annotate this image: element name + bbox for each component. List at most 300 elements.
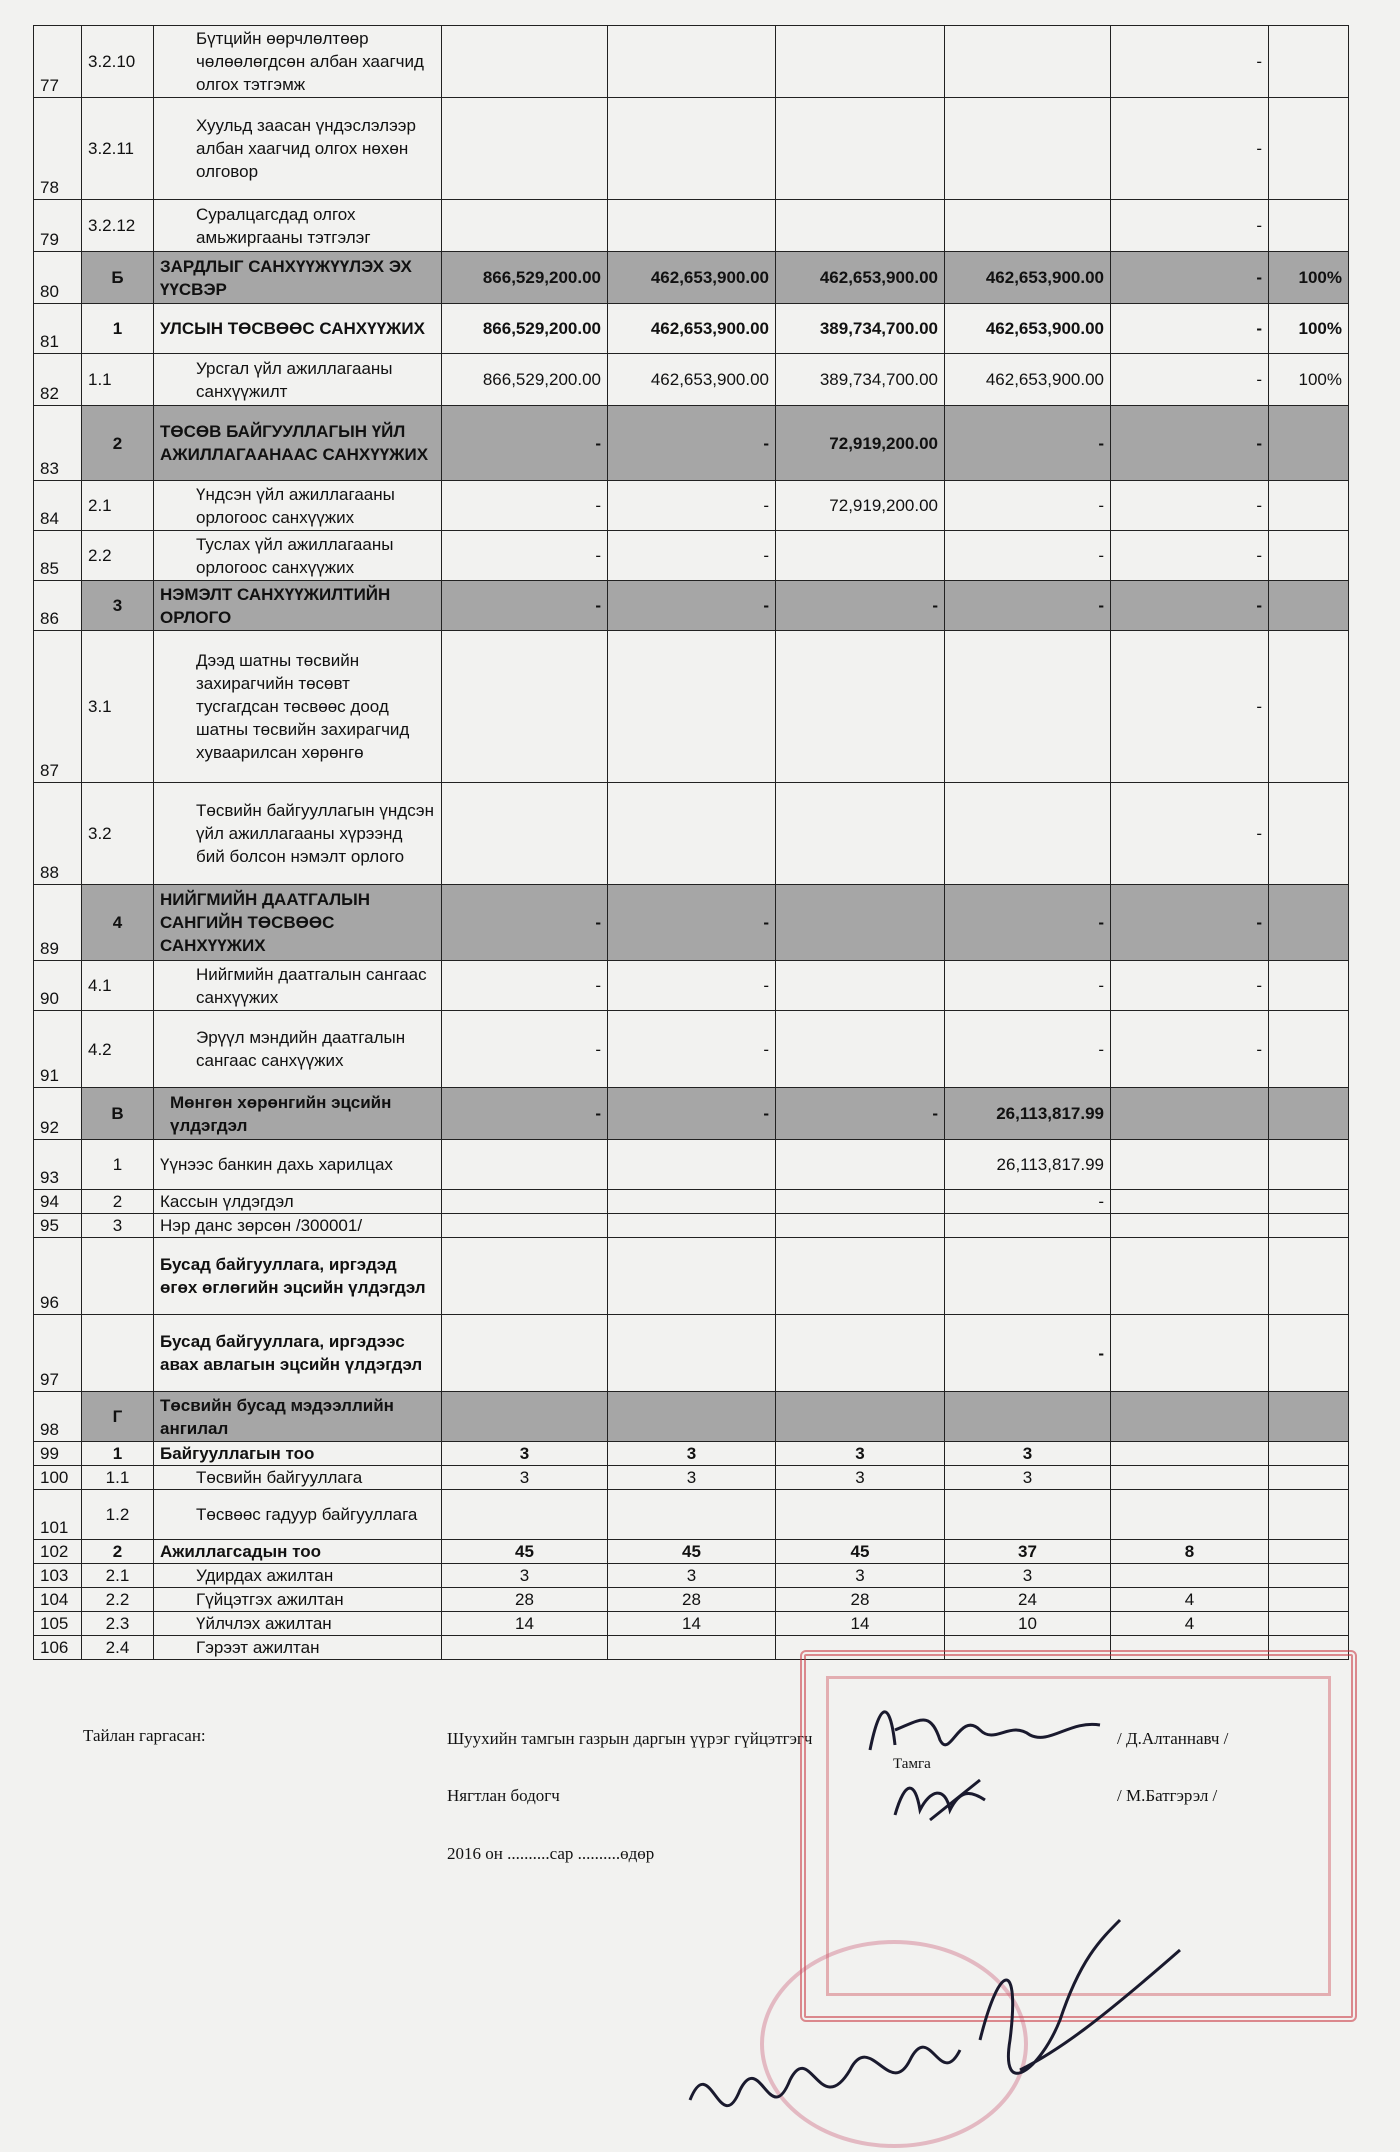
cell-c2 bbox=[608, 783, 776, 885]
cell-c4 bbox=[945, 1392, 1111, 1442]
cell-no: 96 bbox=[34, 1238, 82, 1315]
cell-c1: - bbox=[442, 581, 608, 631]
cell-c3 bbox=[776, 783, 945, 885]
cell-c3: 389,734,700.00 bbox=[776, 304, 945, 354]
cell-c1: 866,529,200.00 bbox=[442, 252, 608, 304]
cell-c1 bbox=[442, 26, 608, 98]
cell-c2: - bbox=[608, 961, 776, 1011]
cell-c4: - bbox=[945, 1190, 1111, 1214]
cell-code: 2.1 bbox=[82, 1564, 154, 1588]
cell-code: 3 bbox=[82, 581, 154, 631]
table-row bbox=[34, 1466, 1349, 1490]
cell-c4: 3 bbox=[945, 1442, 1111, 1466]
cell-c4: 24 bbox=[945, 1588, 1111, 1612]
cell-no: 105 bbox=[34, 1612, 82, 1636]
cell-c3: 462,653,900.00 bbox=[776, 252, 945, 304]
cell-code: 2 bbox=[82, 1190, 154, 1214]
cell-c5: - bbox=[1111, 1011, 1269, 1088]
cell-c6 bbox=[1269, 1315, 1349, 1392]
cell-no: 81 bbox=[34, 304, 82, 354]
cell-c2: - bbox=[608, 1011, 776, 1088]
table-row bbox=[34, 200, 1349, 252]
cell-c3 bbox=[776, 1238, 945, 1315]
cell-c4 bbox=[945, 200, 1111, 252]
table-row bbox=[34, 406, 1349, 481]
table-row bbox=[34, 1490, 1349, 1540]
cell-c1 bbox=[442, 1490, 608, 1540]
cell-c5 bbox=[1111, 1442, 1269, 1466]
cell-code: 3.2.10 bbox=[82, 26, 154, 98]
cell-no: 97 bbox=[34, 1315, 82, 1392]
cell-c4: - bbox=[945, 481, 1111, 531]
cell-name: Үүнээс банкин дахь харилцах bbox=[154, 1140, 442, 1190]
cell-c4: - bbox=[945, 581, 1111, 631]
cell-name: Бусад байгууллага, иргэдэд өгөх өглөгийн эцсийн үлдэгдэл bbox=[154, 1238, 442, 1315]
cell-code bbox=[82, 1315, 154, 1392]
cell-c4: 462,653,900.00 bbox=[945, 304, 1111, 354]
cell-c2 bbox=[608, 631, 776, 783]
cell-c2: - bbox=[608, 1088, 776, 1140]
cell-c1 bbox=[442, 1636, 608, 1660]
cell-c4: - bbox=[945, 885, 1111, 961]
cell-c1: - bbox=[442, 1088, 608, 1140]
table-row bbox=[34, 885, 1349, 961]
table-row bbox=[34, 1588, 1349, 1612]
cell-c5: - bbox=[1111, 783, 1269, 885]
cell-name: Ажиллагсадын тоо bbox=[154, 1540, 442, 1564]
cell-no: 102 bbox=[34, 1540, 82, 1564]
cell-c5 bbox=[1111, 1490, 1269, 1540]
cell-c6 bbox=[1269, 961, 1349, 1011]
cell-c6: 100% bbox=[1269, 304, 1349, 354]
cell-c6: 100% bbox=[1269, 252, 1349, 304]
cell-code: 2.4 bbox=[82, 1636, 154, 1660]
cell-c2: 45 bbox=[608, 1540, 776, 1564]
cell-c4: 37 bbox=[945, 1540, 1111, 1564]
cell-name: Урсгал үйл ажиллагааны санхүүжилт bbox=[154, 354, 442, 406]
cell-c1: - bbox=[442, 961, 608, 1011]
cell-c1: 866,529,200.00 bbox=[442, 354, 608, 406]
cell-c3 bbox=[776, 885, 945, 961]
table-row bbox=[34, 252, 1349, 304]
cell-no: 95 bbox=[34, 1214, 82, 1238]
cell-c1: - bbox=[442, 481, 608, 531]
cell-c2: - bbox=[608, 581, 776, 631]
cell-c1 bbox=[442, 1238, 608, 1315]
cell-c6 bbox=[1269, 1140, 1349, 1190]
cell-name: Хуульд заасан үндэслэлээр албан хаагчид олгох нөхөн олговор bbox=[154, 98, 442, 200]
cell-name: Төсвийн байгууллагын үндсэн үйл ажиллагааны хүрээнд бий болсон нэмэлт орлого bbox=[154, 783, 442, 885]
cell-c2 bbox=[608, 1636, 776, 1660]
cell-c3 bbox=[776, 531, 945, 581]
cell-c3: 72,919,200.00 bbox=[776, 406, 945, 481]
cell-name: Удирдах ажилтан bbox=[154, 1564, 442, 1588]
cell-c6 bbox=[1269, 1442, 1349, 1466]
cell-c4: - bbox=[945, 961, 1111, 1011]
cell-c3 bbox=[776, 98, 945, 200]
cell-c3 bbox=[776, 631, 945, 783]
cell-c2 bbox=[608, 1315, 776, 1392]
accountant-signature bbox=[890, 1770, 1000, 1830]
table-row bbox=[34, 1140, 1349, 1190]
table-row bbox=[34, 1238, 1349, 1315]
cell-no: 89 bbox=[34, 885, 82, 961]
cell-name: Туслах үйл ажиллагааны орлогоос санхүүжих bbox=[154, 531, 442, 581]
cell-c2: 3 bbox=[608, 1564, 776, 1588]
cell-c4: 26,113,817.99 bbox=[945, 1140, 1111, 1190]
cell-no: 103 bbox=[34, 1564, 82, 1588]
cell-c6 bbox=[1269, 1540, 1349, 1564]
cell-c5: - bbox=[1111, 531, 1269, 581]
cell-c4 bbox=[945, 98, 1111, 200]
cell-c6 bbox=[1269, 200, 1349, 252]
table-row bbox=[34, 1392, 1349, 1442]
cell-c1: - bbox=[442, 406, 608, 481]
cell-c1 bbox=[442, 1315, 608, 1392]
cell-name: Гэрээт ажилтан bbox=[154, 1636, 442, 1660]
cell-c6 bbox=[1269, 531, 1349, 581]
cell-no: 90 bbox=[34, 961, 82, 1011]
cell-c4 bbox=[945, 1214, 1111, 1238]
director-name: / Д.Алтаннавч / bbox=[1117, 1729, 1229, 1748]
cell-c2 bbox=[608, 1238, 776, 1315]
cell-c1: 45 bbox=[442, 1540, 608, 1564]
cell-no: 87 bbox=[34, 631, 82, 783]
cell-c6 bbox=[1269, 1466, 1349, 1490]
table-row bbox=[34, 1612, 1349, 1636]
cell-no: 80 bbox=[34, 252, 82, 304]
cell-c5: 4 bbox=[1111, 1612, 1269, 1636]
cell-c4 bbox=[945, 26, 1111, 98]
cell-c5: 8 bbox=[1111, 1540, 1269, 1564]
cell-c3 bbox=[776, 1315, 945, 1392]
cell-no: 82 bbox=[34, 354, 82, 406]
prepared-label: Тайлан гаргасан: bbox=[83, 1726, 206, 1745]
budget-table bbox=[33, 25, 1349, 1660]
cell-c2 bbox=[608, 26, 776, 98]
cell-c4: - bbox=[945, 1315, 1111, 1392]
cell-c1: - bbox=[442, 1011, 608, 1088]
table-row bbox=[34, 98, 1349, 200]
cell-code: 4 bbox=[82, 885, 154, 961]
table-row bbox=[34, 1442, 1349, 1466]
cell-code: 3.2.12 bbox=[82, 200, 154, 252]
cell-c5: - bbox=[1111, 406, 1269, 481]
cell-name: Үйлчлэх ажилтан bbox=[154, 1612, 442, 1636]
cell-c1 bbox=[442, 631, 608, 783]
cell-name: Суралцагсдад олгох амьжиргааны тэтгэлэг bbox=[154, 200, 442, 252]
table-row bbox=[34, 961, 1349, 1011]
cell-c5 bbox=[1111, 1466, 1269, 1490]
cell-c3: - bbox=[776, 581, 945, 631]
cell-c1 bbox=[442, 1140, 608, 1190]
cell-c2: 14 bbox=[608, 1612, 776, 1636]
table-row bbox=[34, 581, 1349, 631]
cell-code: 3.1 bbox=[82, 631, 154, 783]
cell-c5: - bbox=[1111, 885, 1269, 961]
cell-name: Төсвийн байгууллага bbox=[154, 1466, 442, 1490]
cell-code: 1.2 bbox=[82, 1490, 154, 1540]
cell-name: НИЙГМИЙН ДААТГАЛЫН САНГИЙН ТӨСВӨӨС САНХҮҮЖИХ bbox=[154, 885, 442, 961]
date-line: 2016 он ..........сар ..........өдөр bbox=[447, 1844, 655, 1863]
cell-c5: - bbox=[1111, 354, 1269, 406]
cell-code: 2.2 bbox=[82, 531, 154, 581]
cell-c3: 28 bbox=[776, 1588, 945, 1612]
cell-c1 bbox=[442, 200, 608, 252]
cell-c2: 462,653,900.00 bbox=[608, 252, 776, 304]
cell-c2 bbox=[608, 98, 776, 200]
cell-c1: - bbox=[442, 885, 608, 961]
cell-c5: - bbox=[1111, 252, 1269, 304]
cell-c3 bbox=[776, 26, 945, 98]
cell-c4 bbox=[945, 631, 1111, 783]
cell-c5: - bbox=[1111, 481, 1269, 531]
table-row bbox=[34, 1564, 1349, 1588]
cell-name: Мөнгөн хөрөнгийн эцсийн үлдэгдэл bbox=[154, 1088, 442, 1140]
cell-no: 79 bbox=[34, 200, 82, 252]
cell-code: Г bbox=[82, 1392, 154, 1442]
cell-c4: 26,113,817.99 bbox=[945, 1088, 1111, 1140]
table-row bbox=[34, 1190, 1349, 1214]
cell-c5 bbox=[1111, 1238, 1269, 1315]
cell-c3 bbox=[776, 1190, 945, 1214]
cell-c2 bbox=[608, 1190, 776, 1214]
cell-no: 92 bbox=[34, 1088, 82, 1140]
cell-c4 bbox=[945, 783, 1111, 885]
cell-c6 bbox=[1269, 26, 1349, 98]
cell-code: 1.1 bbox=[82, 1466, 154, 1490]
cell-c1 bbox=[442, 1214, 608, 1238]
cell-no: 93 bbox=[34, 1140, 82, 1190]
cell-c5: - bbox=[1111, 631, 1269, 783]
cell-c4 bbox=[945, 1238, 1111, 1315]
cell-c4: 10 bbox=[945, 1612, 1111, 1636]
cell-no: 78 bbox=[34, 98, 82, 200]
cell-c5 bbox=[1111, 1140, 1269, 1190]
cell-c5 bbox=[1111, 1564, 1269, 1588]
cell-c2: 3 bbox=[608, 1466, 776, 1490]
cell-c6 bbox=[1269, 783, 1349, 885]
cell-code: 2.3 bbox=[82, 1612, 154, 1636]
bottom-signature bbox=[680, 1900, 1200, 2150]
cell-code: 2 bbox=[82, 1540, 154, 1564]
cell-c3: - bbox=[776, 1088, 945, 1140]
cell-no: 106 bbox=[34, 1636, 82, 1660]
cell-c6 bbox=[1269, 631, 1349, 783]
cell-c6 bbox=[1269, 1011, 1349, 1088]
table-row bbox=[34, 631, 1349, 783]
cell-c2: 28 bbox=[608, 1588, 776, 1612]
cell-c1: 14 bbox=[442, 1612, 608, 1636]
cell-c1: 3 bbox=[442, 1442, 608, 1466]
cell-c6 bbox=[1269, 885, 1349, 961]
cell-c4: 3 bbox=[945, 1466, 1111, 1490]
stamp-label: Тамга bbox=[893, 1756, 931, 1772]
cell-code: 3 bbox=[82, 1214, 154, 1238]
cell-no: 83 bbox=[34, 406, 82, 481]
table-row bbox=[34, 783, 1349, 885]
cell-code: 1.1 bbox=[82, 354, 154, 406]
cell-c2: - bbox=[608, 481, 776, 531]
table-row bbox=[34, 26, 1349, 98]
cell-c1: 3 bbox=[442, 1466, 608, 1490]
cell-c6 bbox=[1269, 581, 1349, 631]
cell-no: 100 bbox=[34, 1466, 82, 1490]
cell-c2 bbox=[608, 200, 776, 252]
table-row bbox=[34, 481, 1349, 531]
cell-c2: - bbox=[608, 885, 776, 961]
cell-c3 bbox=[776, 1392, 945, 1442]
cell-name: ЗАРДЛЫГ САНХҮҮЖҮҮЛЭХ ЭХ ҮҮСВЭР bbox=[154, 252, 442, 304]
cell-c3: 45 bbox=[776, 1540, 945, 1564]
director-role: Шуухийн тамгын газрын даргын үүрэг гүйцэтгэгч bbox=[447, 1729, 813, 1748]
cell-c4: - bbox=[945, 406, 1111, 481]
cell-c2 bbox=[608, 1140, 776, 1190]
cell-code: 4.2 bbox=[82, 1011, 154, 1088]
cell-c6 bbox=[1269, 1238, 1349, 1315]
cell-name: Гүйцэтгэх ажилтан bbox=[154, 1588, 442, 1612]
cell-no: 99 bbox=[34, 1442, 82, 1466]
cell-no: 91 bbox=[34, 1011, 82, 1088]
cell-c3 bbox=[776, 200, 945, 252]
cell-c6 bbox=[1269, 406, 1349, 481]
cell-code bbox=[82, 1238, 154, 1315]
cell-c4: 3 bbox=[945, 1564, 1111, 1588]
cell-c4: 462,653,900.00 bbox=[945, 252, 1111, 304]
cell-code: 2.1 bbox=[82, 481, 154, 531]
director-signature bbox=[860, 1690, 1120, 1770]
cell-c1 bbox=[442, 783, 608, 885]
cell-code: 4.1 bbox=[82, 961, 154, 1011]
cell-c1: 28 bbox=[442, 1588, 608, 1612]
cell-name: Нийгмийн даатгалын сангаас санхүүжих bbox=[154, 961, 442, 1011]
cell-c1 bbox=[442, 1392, 608, 1442]
cell-name: Кассын үлдэгдэл bbox=[154, 1190, 442, 1214]
cell-c2 bbox=[608, 1392, 776, 1442]
cell-c5 bbox=[1111, 1088, 1269, 1140]
cell-c5 bbox=[1111, 1392, 1269, 1442]
cell-c4 bbox=[945, 1490, 1111, 1540]
table-body bbox=[34, 26, 1349, 1660]
cell-code: 3.2.11 bbox=[82, 98, 154, 200]
cell-c3: 14 bbox=[776, 1612, 945, 1636]
cell-c1 bbox=[442, 98, 608, 200]
cell-c4: 462,653,900.00 bbox=[945, 354, 1111, 406]
cell-code: 1 bbox=[82, 1140, 154, 1190]
cell-c2: 462,653,900.00 bbox=[608, 354, 776, 406]
table-row bbox=[34, 1011, 1349, 1088]
cell-c5: - bbox=[1111, 581, 1269, 631]
cell-c6 bbox=[1269, 1214, 1349, 1238]
accountant-name: / М.Батгэрэл / bbox=[1117, 1786, 1218, 1805]
cell-c5 bbox=[1111, 1315, 1269, 1392]
cell-name: Нэр данс зөрсөн /300001/ bbox=[154, 1214, 442, 1238]
cell-c3: 3 bbox=[776, 1564, 945, 1588]
cell-code: 2 bbox=[82, 406, 154, 481]
cell-name: Төсвийн бусад мэдээллийн ангилал bbox=[154, 1392, 442, 1442]
table-row bbox=[34, 1315, 1349, 1392]
cell-c2: 3 bbox=[608, 1442, 776, 1466]
table-row bbox=[34, 531, 1349, 581]
cell-no: 98 bbox=[34, 1392, 82, 1442]
accountant-role: Нягтлан бодогч bbox=[447, 1786, 560, 1805]
cell-c1: 866,529,200.00 bbox=[442, 304, 608, 354]
cell-c5 bbox=[1111, 1214, 1269, 1238]
cell-c2 bbox=[608, 1214, 776, 1238]
cell-c5 bbox=[1111, 1190, 1269, 1214]
cell-code: 2.2 bbox=[82, 1588, 154, 1612]
cell-c6 bbox=[1269, 1392, 1349, 1442]
cell-c3: 3 bbox=[776, 1442, 945, 1466]
cell-c3 bbox=[776, 1490, 945, 1540]
cell-c6 bbox=[1269, 1490, 1349, 1540]
cell-c2: - bbox=[608, 531, 776, 581]
cell-c6 bbox=[1269, 1190, 1349, 1214]
cell-c5: - bbox=[1111, 304, 1269, 354]
cell-name: ТӨСӨВ БАЙГУУЛЛАГЫН ҮЙЛ АЖИЛЛАГААНААС САНХҮҮЖИХ bbox=[154, 406, 442, 481]
cell-c2: 462,653,900.00 bbox=[608, 304, 776, 354]
cell-c1: - bbox=[442, 531, 608, 581]
cell-c6 bbox=[1269, 1588, 1349, 1612]
cell-c6 bbox=[1269, 1612, 1349, 1636]
cell-c3: 3 bbox=[776, 1466, 945, 1490]
cell-no: 86 bbox=[34, 581, 82, 631]
cell-c6 bbox=[1269, 98, 1349, 200]
cell-code: 1 bbox=[82, 1442, 154, 1466]
cell-c3: 389,734,700.00 bbox=[776, 354, 945, 406]
cell-c5: - bbox=[1111, 26, 1269, 98]
cell-c6 bbox=[1269, 1564, 1349, 1588]
cell-c5: - bbox=[1111, 98, 1269, 200]
cell-c3 bbox=[776, 1011, 945, 1088]
cell-c4: - bbox=[945, 1011, 1111, 1088]
cell-code: 3.2 bbox=[82, 783, 154, 885]
cell-no: 101 bbox=[34, 1490, 82, 1540]
cell-c3: 72,919,200.00 bbox=[776, 481, 945, 531]
cell-c1: 3 bbox=[442, 1564, 608, 1588]
cell-code: 1 bbox=[82, 304, 154, 354]
cell-c1 bbox=[442, 1190, 608, 1214]
table-row bbox=[34, 1214, 1349, 1238]
cell-c3 bbox=[776, 1214, 945, 1238]
cell-no: 77 bbox=[34, 26, 82, 98]
cell-c6 bbox=[1269, 1088, 1349, 1140]
table-row bbox=[34, 304, 1349, 354]
cell-name: Төсвөөс гадуур байгууллага bbox=[154, 1490, 442, 1540]
cell-c3 bbox=[776, 1140, 945, 1190]
table-row bbox=[34, 1088, 1349, 1140]
cell-no: 104 bbox=[34, 1588, 82, 1612]
cell-name: УЛСЫН ТӨСВӨӨС САНХҮҮЖИХ bbox=[154, 304, 442, 354]
cell-name: Бусад байгууллага, иргэдээс авах авлагын эцсийн үлдэгдэл bbox=[154, 1315, 442, 1392]
cell-c2 bbox=[608, 1490, 776, 1540]
cell-code: Б bbox=[82, 252, 154, 304]
cell-c2: - bbox=[608, 406, 776, 481]
cell-name: Үндсэн үйл ажиллагааны орлогоос санхүүжих bbox=[154, 481, 442, 531]
cell-c6 bbox=[1269, 481, 1349, 531]
cell-c5: 4 bbox=[1111, 1588, 1269, 1612]
cell-c5: - bbox=[1111, 200, 1269, 252]
cell-name: НЭМЭЛТ САНХҮҮЖИЛТИЙН ОРЛОГО bbox=[154, 581, 442, 631]
cell-name: Бүтцийн өөрчлөлтөөр чөлөөлөгдсөн албан хаагчид олгох тэтгэмж bbox=[154, 26, 442, 98]
cell-code: В bbox=[82, 1088, 154, 1140]
cell-name: Эрүүл мэндийн даатгалын сангаас санхүүжих bbox=[154, 1011, 442, 1088]
cell-c3 bbox=[776, 961, 945, 1011]
cell-no: 85 bbox=[34, 531, 82, 581]
cell-name: Байгууллагын тоо bbox=[154, 1442, 442, 1466]
cell-no: 88 bbox=[34, 783, 82, 885]
table-row bbox=[34, 354, 1349, 406]
